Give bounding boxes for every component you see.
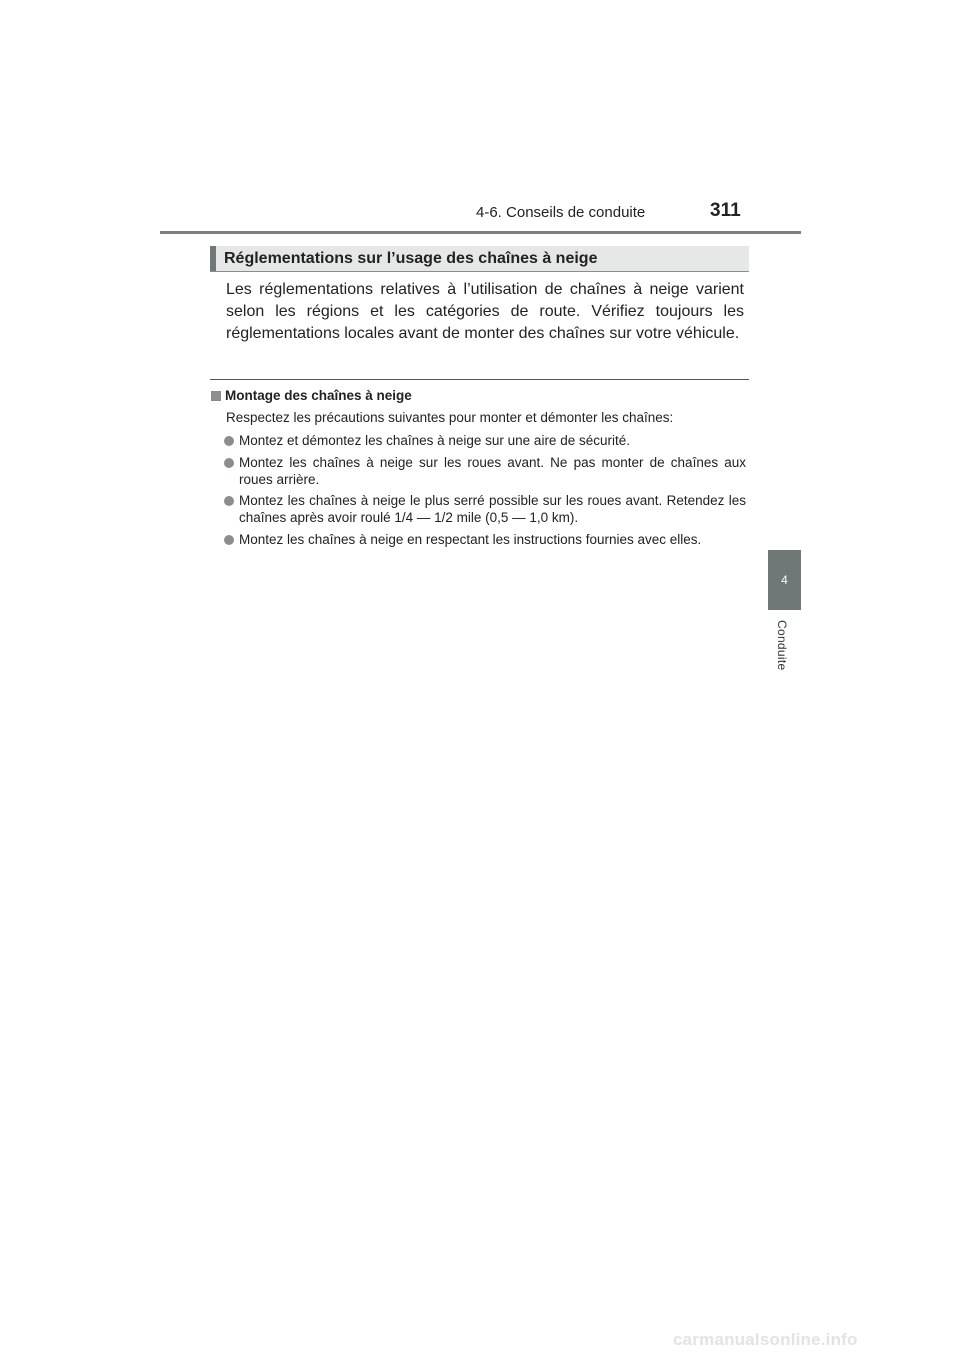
subsection-title: Montage des chaînes à neige: [225, 388, 412, 403]
bullet-list: [224, 432, 746, 552]
list-item: [224, 432, 746, 449]
list-item: [224, 454, 746, 488]
page-header-section: 4-6. Conseils de conduite: [476, 204, 646, 221]
section-intro: Les réglementations relatives à l’utilisation de chaînes à neige varient selon les régions et les catégories de route. Vérifiez toujours les réglementations locales avant de monter des chaînes sur votre véhicule.: [226, 281, 744, 342]
subsection-heading: [211, 388, 412, 403]
watermark: carmanualsonline.info: [673, 1330, 858, 1349]
section-title-bar: [210, 246, 749, 272]
circle-bullet-icon: [224, 496, 234, 506]
header-rule: [160, 231, 801, 234]
chapter-tab: [768, 550, 801, 610]
circle-bullet-icon: [224, 535, 234, 545]
section-title: Réglementations sur l’usage des chaînes à neige: [224, 250, 598, 267]
circle-bullet-icon: [224, 458, 234, 468]
square-bullet-icon: [211, 391, 221, 401]
bullet-text: Montez et démontez les chaînes à neige sur une aire de sécurité.: [239, 433, 630, 448]
list-item: [224, 492, 746, 526]
section-divider: [210, 379, 749, 380]
circle-bullet-icon: [224, 436, 234, 446]
chapter-label: Conduite: [775, 620, 789, 671]
page-number: 311: [710, 200, 741, 221]
bullet-text: Montez les chaînes à neige sur les roues avant. Ne pas monter de chaînes aux roues arrière.: [239, 454, 746, 487]
list-item: [224, 531, 746, 548]
bullet-text: Montez les chaînes à neige le plus serré possible sur les roues avant. Retendez les chaînes après avoir roulé 1/4 — 1/2 mile (0,5 — 1,0 km).: [239, 493, 746, 525]
subsection-lead: Respectez les précautions suivantes pour monter et démonter les chaînes:: [226, 410, 674, 425]
chapter-number: 4: [781, 573, 788, 587]
bullet-text: Montez les chaînes à neige en respectant les instructions fournies avec elles.: [239, 531, 702, 547]
